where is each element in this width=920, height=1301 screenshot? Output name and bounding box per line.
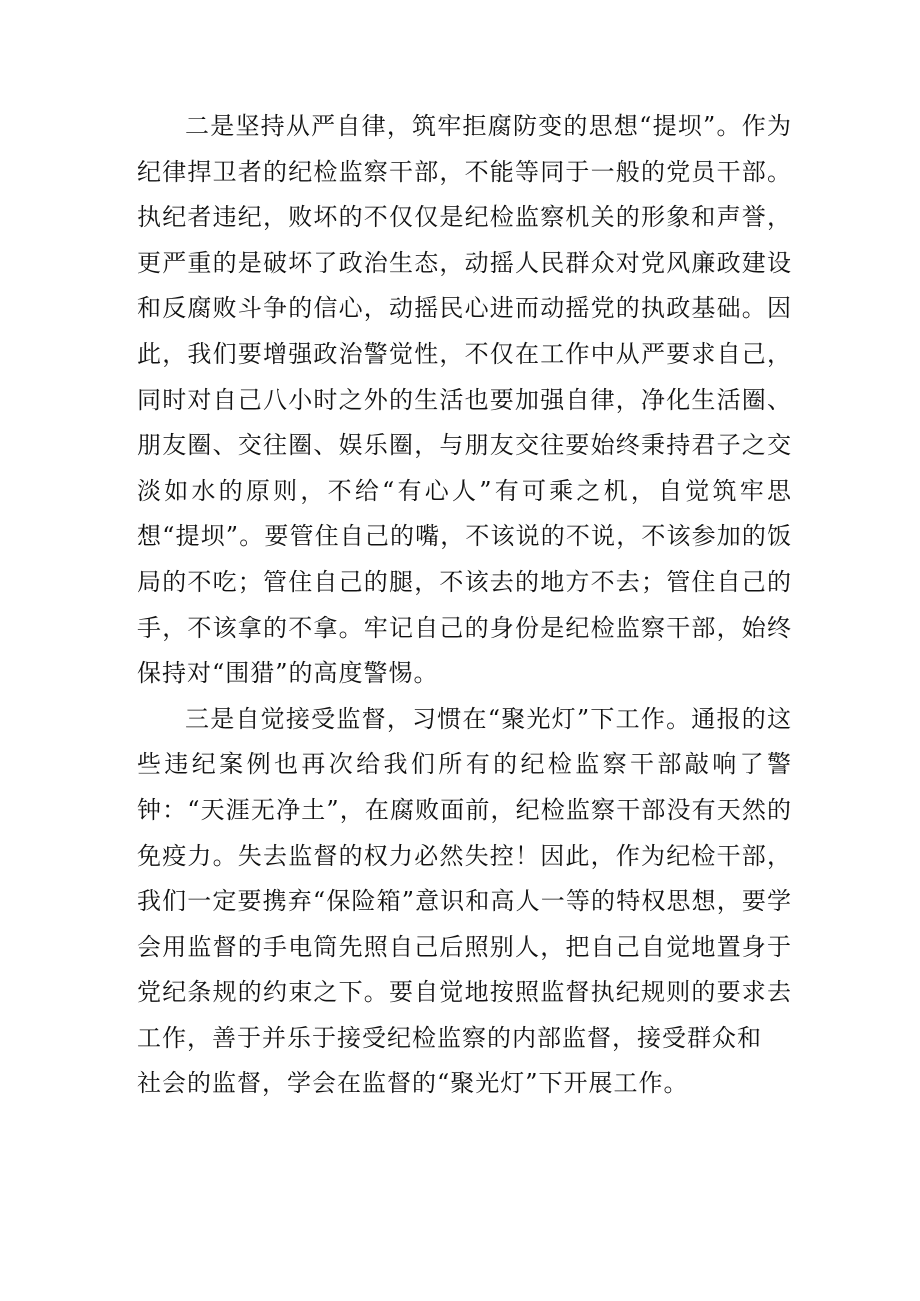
paragraph-3-tail: 社会的监督，学会在监督的“聚光灯”下开展工作。	[137, 1069, 689, 1098]
paragraph-3: 三是自觉接受监督，习惯在“聚光灯”下工作。通报的这些违纪案例也再次给我们所有的纪检监察干部敲响了警钟：“天涯无净土”，在腐败面前，纪检监察干部没有天然的免疫力。失去监督的权力必然失控！因此，作为纪检干部，我们一定要携弃“保险箱”意识和高人一等的特权思想，要学会用监督的手电筒先照自己后照别人，把自己自觉地置身于党纪条规的约束之下。要自觉地按照监督执纪规则的要求去工作，善于并乐于接受纪检监察的内部监督，接受群众和	[137, 704, 792, 1052]
paragraph-2: 二是坚持从严自律，筑牢拒腐防变的思想“提坝”。作为纪律捍卫者的纪检监察干部，不能等同于一般的党员干部。执纪者违纪，败坏的不仅仅是纪检监察机关的形象和声誉，更严重的是破坏了政治生态，动摇人民群众对党风廉政建设和反腐败斗争的信心，动摇民心进而动摇党的执政基础。因此，我们要增强政治警觉性，不仅在工作中从严要求自己，同时对自己八小时之外的生活也要加强自律，净化生活圈、朋友圈、交往圈、娱乐圈，与朋友交往要始终秉持君子之交淡如水的原则，不给“有心人”有可乘之机，自觉筑牢思想“提坝”。要管住自己的嘴，不该说的不说，不该参加的饭局的不吃；管住自己的腿，不该去的地方不去；管住自己的手，不该拿的不拿。牢记自己的身份是纪检监察干部，始终保持对“围猎”的高度警惕。	[137, 112, 792, 688]
document-body	[137, 104, 792, 1107]
